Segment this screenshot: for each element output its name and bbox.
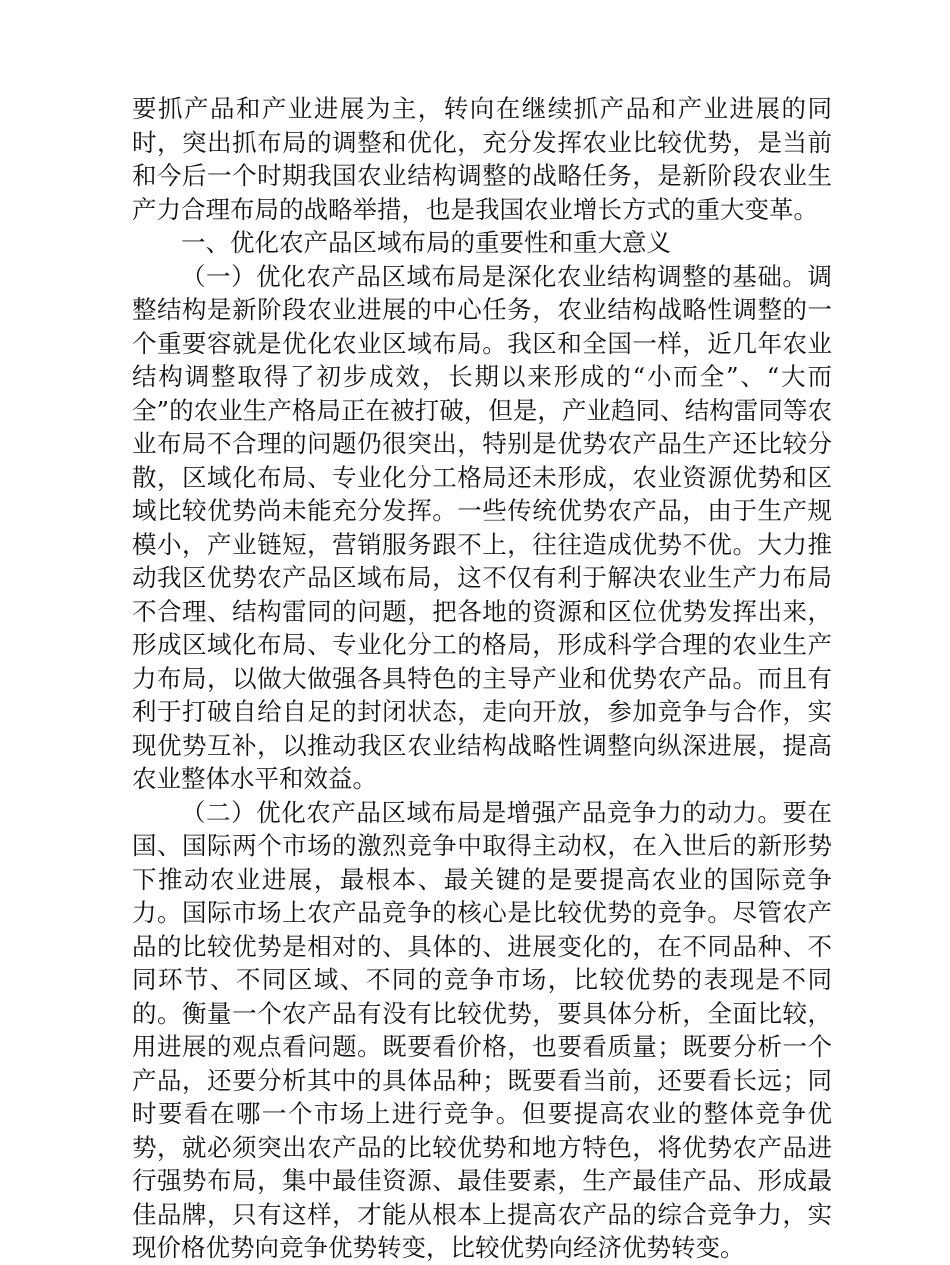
paragraph-section-2: （二）优化农产品区域布局是增强产品竞争力的动力。要在国、国际两个市场的激烈竞争中取得主动权，在入世后的新形势下推动农业进展，最根本、最关键的是要提高农业的国际竞争力。国际市场上农产品竞争的核心是比较优势的竞争。尽管农产品的比较优势是相对的、具体的、进展变化的，在不同品种、不同环节、不同区域、不同的竞争市场，比较优势的表现是不同的。衡量一个农产品有没有比较优势，要具体分析，全面比较，用进展的观点看问题。既要看价格，也要看质量；既要分析一个产品，还要分析其中的具体品种；既要看当前，还要看长远；同时要看在哪一个市场上进行竞争。但要提高农业的整体竞争优势，就必须突出农产品的比较优势和地方特色，将优势农产品进行强势布局，集中最佳资源、最佳要素，生产最佳产品、形成最佳品牌，只有这样，才能从根本上提高农产品的综合竞争力，实现价格优势向竞争优势转变，比较优势向经济优势转变。	[132, 797, 832, 1262]
paragraph-section-1: （一）优化农产品区域布局是深化农业结构调整的基础。调整结构是新阶段农业进展的中心任务，农业结构战略性调整的一个重要容就是优化农业区域布局。我区和全国一样，近几年农业结构调整取得了初步成效，长期以来形成的“小而全”、“大而全”的农业生产格局正在被打破，但是，产业趋同、结构雷同等农业布局不合理的问题仍很突出，特别是优势农产品生产还比较分散，区域化布局、专业化分工格局还未形成，农业资源优势和区域比较优势尚未能充分发挥。一些传统优势农产品，由于生产规模小，产业链短，营销服务跟不上，往往造成优势不优。大力推动我区优势农产品区域布局，这不仅有利于解决农业生产力布局不合理、结构雷同的问题，把各地的资源和区位优势发挥出来，形成区域化布局、专业化分工的格局，形成科学合理的农业生产力布局，以做大做强各具特色的主导产业和优势农产品。而且有利于打破自给自足的封闭状态，走向开放，参加竞争与合作，实现优势互补，以推动我区农业结构战略性调整向纵深进展，提高农业整体水平和效益。	[132, 261, 832, 793]
document-body	[132, 92, 832, 1265]
paragraph-intro: 要抓产品和产业进展为主，转向在继续抓产品和产业进展的同时，突出抓布局的调整和优化，充分发挥农业比较优势，是当前和今后一个时期我国农业结构调整的战略任务，是新阶段农业生产力合理布局的战略举措，也是我国农业增长方式的重大变革。	[132, 94, 832, 224]
section-heading: 一、优化农产品区域布局的重要性和重大意义	[181, 228, 671, 257]
